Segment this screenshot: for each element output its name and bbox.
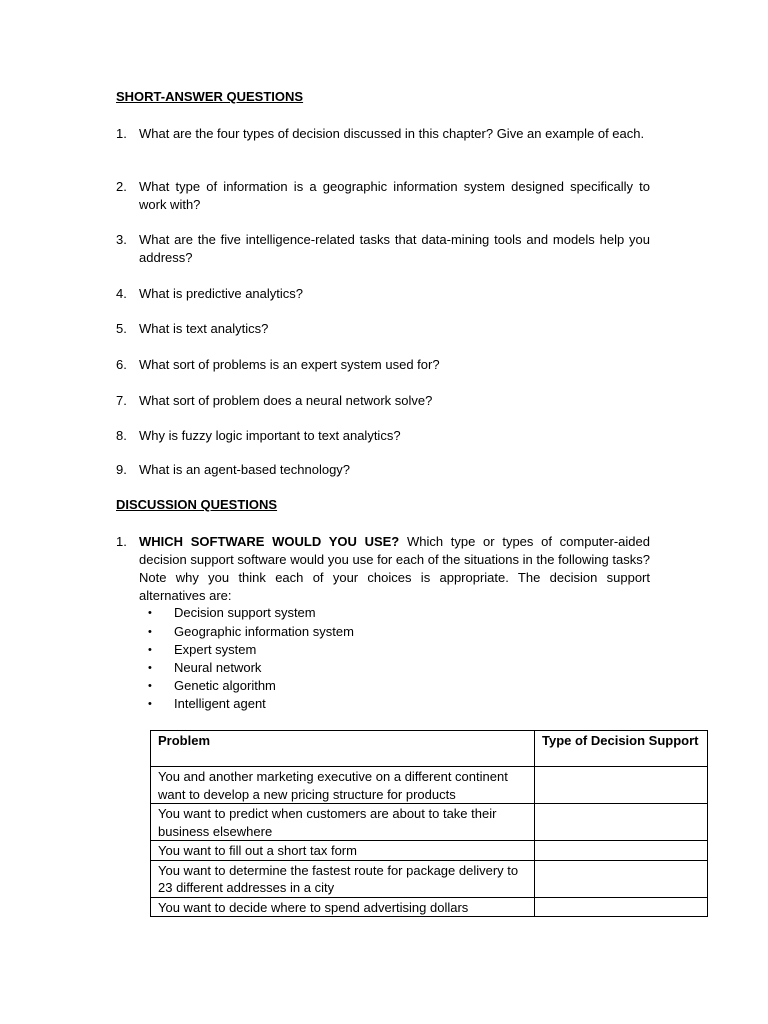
short-answer-question [116,231,650,267]
bullet-icon: • [148,662,152,674]
alternative-label: Intelligent agent [174,696,266,711]
problem-cell: You want to decide where to spend advertising dollars [151,897,535,917]
question-text: What is predictive analytics? [139,286,304,301]
question-number: 1. [116,534,127,549]
short-answer-question [116,285,650,303]
table-row [151,804,708,841]
short-answer-question [116,427,650,445]
question-number: 5. [116,321,127,336]
alternative-label: Decision support system [174,605,316,620]
bullet-icon: • [148,644,152,656]
question-text: What is an agent-based technology? [139,462,351,477]
table-row [151,841,708,861]
short-answer-question [116,320,650,338]
column-header-problem: Problem [151,731,535,767]
question-title: WHICH SOFTWARE WOULD YOU USE? [139,534,400,549]
bullet-icon: • [148,698,152,710]
table-header-row [151,731,708,767]
problem-cell: You want to determine the fastest route for package delivery to 23 different addresses in a city [151,860,535,897]
question-text [139,533,650,605]
alternative-label: Expert system [174,642,257,657]
short-answer-question [116,125,650,143]
column-header-decision-support: Type of Decision Support [535,731,708,767]
question-number: 8. [116,428,127,443]
answer-cell[interactable] [535,841,708,861]
discussion-question [116,533,650,605]
problem-cell: You want to predict when customers are about to take their business elsewhere [151,804,535,841]
answer-cell[interactable] [535,897,708,917]
bullet-icon: • [148,626,152,638]
short-answer-question [116,178,650,214]
question-number: 4. [116,286,127,301]
question-text: What sort of problems is an expert system used for? [139,357,440,372]
question-number: 2. [116,179,127,194]
question-text: What are the four types of decision discussed in this chapter? Give an example of each. [139,126,645,141]
bullet-icon: • [148,607,152,619]
answer-cell[interactable] [535,804,708,841]
question-text: What type of information is a geographic information system designed specifically to work with? [139,179,650,212]
problem-cell: You and another marketing executive on a different continent want to develop a new pricing structure for products [151,767,535,804]
alternative-label: Neural network [174,660,262,675]
answer-cell[interactable] [535,860,708,897]
question-number: 9. [116,462,127,477]
bullet-icon: • [148,680,152,692]
question-text: Why is fuzzy logic important to text analytics? [139,428,401,443]
question-body: Which type or types of computer-aided decision support software would you use for each of the situations in the following tasks? Note why you think each of your choices is appropriate. The decision support alternatives are: [139,534,650,603]
question-number: 3. [116,232,127,247]
question-text: What sort of problem does a neural network solve? [139,393,433,408]
table-row [151,897,708,917]
alternative-label: Genetic algorithm [174,678,276,693]
decision-support-table [150,730,708,917]
discussion-heading: DISCUSSION QUESTIONS [116,497,278,512]
question-number: 7. [116,393,127,408]
alternative-label: Geographic information system [174,624,354,639]
question-number: 1. [116,126,127,141]
short-answer-question [116,356,650,374]
short-answer-question [116,392,650,410]
short-answer-heading: SHORT-ANSWER QUESTIONS [116,89,304,104]
question-text: What is text analytics? [139,321,269,336]
table-row [151,860,708,897]
problem-cell: You want to fill out a short tax form [151,841,535,861]
question-text: What are the five intelligence-related tasks that data-mining tools and models help you address? [139,232,650,265]
question-number: 6. [116,357,127,372]
answer-cell[interactable] [535,767,708,804]
table-row [151,767,708,804]
short-answer-question [116,461,650,479]
